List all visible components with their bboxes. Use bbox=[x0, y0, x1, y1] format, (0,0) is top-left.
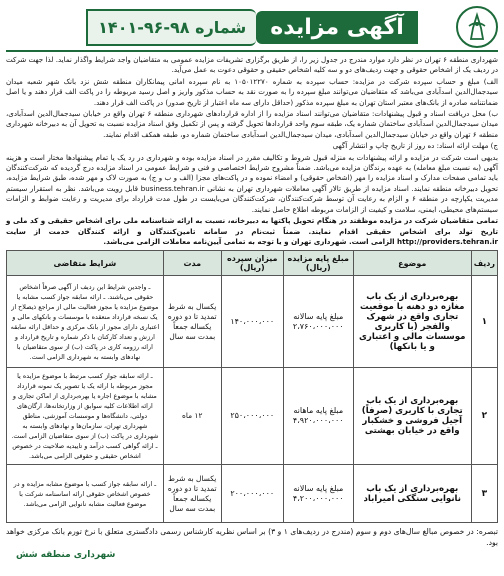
row-deposit: ۱۴۰،۰۰۰،۰۰۰ bbox=[221, 276, 283, 368]
tower-emblem-icon bbox=[462, 12, 492, 42]
notice-body bbox=[6, 55, 498, 247]
row-duration: یکسال به شرط تمدید تا دو دوره یکساله جمعاً بمدت سه سال bbox=[163, 276, 221, 368]
intro-paragraph: شهرداری منطقه ۶ تهران در نظر دارد موارد مندرج در جدول زیر را، از طریق برگزاری تشریفات مزایده عمومی به متقاضیان واجد شرایط واگذار نماید. لذا جهت شرکت در ردیف یک از اشخاص حقوقی و جهت ردیف‌های دو و سه کلیه اشخاص حقیقی و حقوقی دعوت به عمل می‌آید. bbox=[6, 55, 498, 75]
signature: شهرداری منطقه شش bbox=[16, 550, 116, 561]
table-header-row bbox=[7, 251, 498, 276]
col-header-subject: موضوع bbox=[353, 251, 471, 276]
row-deposit: ۲۵۰،۰۰۰،۰۰۰ bbox=[221, 368, 283, 465]
row-base-price: مبلغ پایه سالانه ۴،۲۰۰،۰۰۰،۰۰۰ bbox=[283, 465, 353, 523]
col-header-base-price: مبلغ پایه مزایده (ریال) bbox=[283, 251, 353, 276]
row-conditions: ـ ارائه سابقه جواز کسب با موضوع مشابه مزایده و در خصوص اشخاص حقوقی ارائه اساسنامه شرکت با موضوع فعالیت مشابه نانوایی الزامی می‌باشد. bbox=[7, 465, 164, 523]
col-header-conditions: شرایط متقاضی bbox=[7, 251, 164, 276]
row-base-price: مبلغ پایه سالانه ۲،۷۶۰،۰۰۰،۰۰۰ bbox=[283, 276, 353, 368]
tehran-municipality-logo-icon bbox=[456, 6, 498, 48]
row-deposit: ۲۰۰،۰۰۰،۰۰۰ bbox=[221, 465, 283, 523]
terms-paragraph: بدیهی است شرکت در مزایده و ارائه پیشنهادات به منزله قبول شروط و تکالیف مقرر در اسناد مزایده بوده و شهرداری در رد یک یا تمام پیشنهادها مختار است و هزینه آگهی (به نسبت مبلغ معامله) به عهده برندگان مزایده می‌باشد. ضمناً مشروح شرایط اختصاصی و فنی و شرایط عمومی در اسناد مزایده درج گردیده که شرکت‌کنندگان باید تمامی صفحات مدارک و اسناد مزایده را مهر (اشخاص حقوقی) و امضاء نموده و در پاکت‌های مجزا (الف و ب و ج) به صورت لاک و مهر شده، طبق شرایط مزایده، تحویل دبیرخانه منطقه نمایند. اسناد مزایده از طریق تالار آگهی معاملات شهرداری تهران به نشانی business.tehran.ir قابل رویت می‌باشد. نظر به استقرار سیستم مدیریت یکپارچه در منطقه ۶ و الزام به رعایت آن توسط شرکت‌کنندگان، شرکت‌کنندگان می‌بایست در طول مدت قرارداد برای مدیریت و رعایت ضوابط و الزامات سیستم‌های محیطی، ایمنی، سلامت و کیفیت از الزامات مربوطه اطلاع حاصل نمایند. bbox=[6, 152, 498, 214]
row-number: ۱ bbox=[471, 276, 497, 368]
registration-paragraph: تمامی متقاضیان شرکت در مزایده موظفند در هنگام تحویل پاکتها به دبیرخانه، نسبت به ارائه شناسنامه ملی برای اشخاص حقیقی و کد ملی و تاریخ تولد برای اشخاص حقیقی اقدام نمایند. ضمناً ثبت‌نام در سامانه تامین‌کنندگان و ارائه کنندگان خدمت از سایت http://providers.tehran.ir الزامی است. شهرداری تهران و یا توجه به تمامی آیین‌نامه معاملات الزامی می‌باشد. bbox=[6, 216, 498, 246]
row-conditions: ـ ارائه سابقه جواز کسب مرتبط با موضوع مزایده یا مجوز مربوطه با ارائه یک یا تصویر یک نمونه قرارداد مشابه با موضوع اجاره یا بهره‌برداری از اماکن تجاری و ارائه اطلاعات کلیه سوابق از وزارتخانه‌ها، ارگان‌های دولتی، دانشگاه‌ها و موسسات آموزشی، مناطق شهرداری تهران، سازمان‌ها و نهادهای وابسته به شهرداری در پاکت (ب) از سوی متقاضیان الزامی است. ـ ارائه گواهی کسب درآمد و تاییدیه صلاحیت در خصوص اشخاص حقیقی و حقوقی الزامی می‌باشد. bbox=[7, 368, 164, 465]
col-header-deposit: میزان سپرده (ریال) bbox=[221, 251, 283, 276]
notice-title-box bbox=[56, 9, 448, 46]
row-number: ۳ bbox=[471, 465, 497, 523]
col-header-duration: مدت bbox=[163, 251, 221, 276]
row-subject: بهره‌برداری از یک باب مغازه دو دهنه با موقعیت تجاری واقع در شهرک والفجر (با کاربری موسسات مالی و اعتباری و یا بانکها) bbox=[353, 276, 471, 368]
deposit-paragraph: الف) مبلغ و حساب سپرده شرکت در مزایده: حساب سپرده به شماره ۱۰۵۰۱۲۲۷۰ به نام سپرده امانی پیمانکاران منطقه شش نزد بانک شهر شعبه میدان سیدجمال‌الدین اسدآبادی می‌باشد که متقاضیان می‌توانند مبلغ سپرده را به صورت نقد به حساب مذکور واریز و اصل رسید مربوطه را در پاکت الف قرار دهند و یا اصل ضمانتنامه صادره از بانک‌های معتبر استان تهران به مبلغ سپرده مذکور (حداقل دارای سه ماه اعتبار از تاریخ صدور) در پاکت الف قرار دهند. bbox=[6, 76, 498, 107]
notice-header bbox=[6, 4, 498, 52]
table-row bbox=[7, 368, 498, 465]
row-subject: بهره‌برداری از یک باب نانوایی سنگکی امیراباد bbox=[353, 465, 471, 523]
row-duration: یکسال به شرط تمدید تا دو دوره یکساله جمعاً بمدت سه سال bbox=[163, 465, 221, 523]
row-duration: ۱۲ ماه bbox=[163, 368, 221, 465]
auction-items-table bbox=[6, 250, 498, 523]
footer-note: تبصره: در خصوص مبالغ سال‌های دوم و سوم (مندرج در ردیف‌های ۱ و ۳) بر اساس نظریه کارشناس رسمی دادگستری متعلق با نرخ تورم بانک مرکزی خواهد بود. bbox=[6, 527, 498, 548]
notice-number: شماره ۹۸-۹۶-۱۴۰۱ bbox=[86, 9, 256, 46]
documents-location-paragraph: ب) محل دریافت اسناد و قبول پیشنهادات: متقاضیان می‌توانند اسناد مزایده را از اداره قراردادهای شهرداری منطقه ۶ تهران واقع در خیابان سیدجمال‌الدین اسدآبادی، میدان سیدجمال‌الدین اسدآبادی ساختمان شماره یک، طبقه سوم واحد قراردادها تحویل گرفته و پس از تکمیل وفق اسناد مزایده نسبت به تحویل آن به دبیرخانه شهرداری منطقه ۶ تهران واقع در خیابان سیدجمال‌الدین اسدآبادی، میدان سیدجمال‌الدین اسدآبادی ساختمان شماره دو، طبقه همکف اقدام نمایند. bbox=[6, 109, 498, 139]
row-subject: بهره‌برداری از یک باب تجاری با کاربری (صرفاً) آجیل فروشی و خشکبار واقع در خیابان بهشتی bbox=[353, 368, 471, 465]
table-row bbox=[7, 276, 498, 368]
row-conditions: ـ واجدین شرایط این ردیف از آگهی صرفاً اشخاص حقوقی می‌باشند. ـ ارائه سابقه جواز کسب مشابه یا موضوع مزایده یا مجوز فعالیت مالی از مراجع ذیصلاح از یک نسخه قرارداد منعقده با موسسات و بانکهای مالی و اعتباری دارای مجوز از بانک مرکزی و حداقل ارائه سابقه ارزش و تعداد کارکنان با ذکر شماره و تاریخ قرارداد و ارائه رزومه کاری در پاکت (ب) از سوی متقاضیان با نهادهای وابسته به شهرداری الزامی است. bbox=[7, 276, 164, 368]
col-header-row-no: ردیف bbox=[471, 251, 497, 276]
deadline-paragraph: ج) مهلت ارائه اسناد: ده روز از تاریخ چاپ و انتشار آگهی bbox=[332, 141, 498, 151]
table-row bbox=[7, 465, 498, 523]
row-base-price: مبلغ پایه ماهانه ۴،۹۲۰،۰۰۰،۰۰۰ bbox=[283, 368, 353, 465]
notice-title: آگهی مزایده bbox=[256, 11, 418, 44]
row-number: ۲ bbox=[471, 368, 497, 465]
